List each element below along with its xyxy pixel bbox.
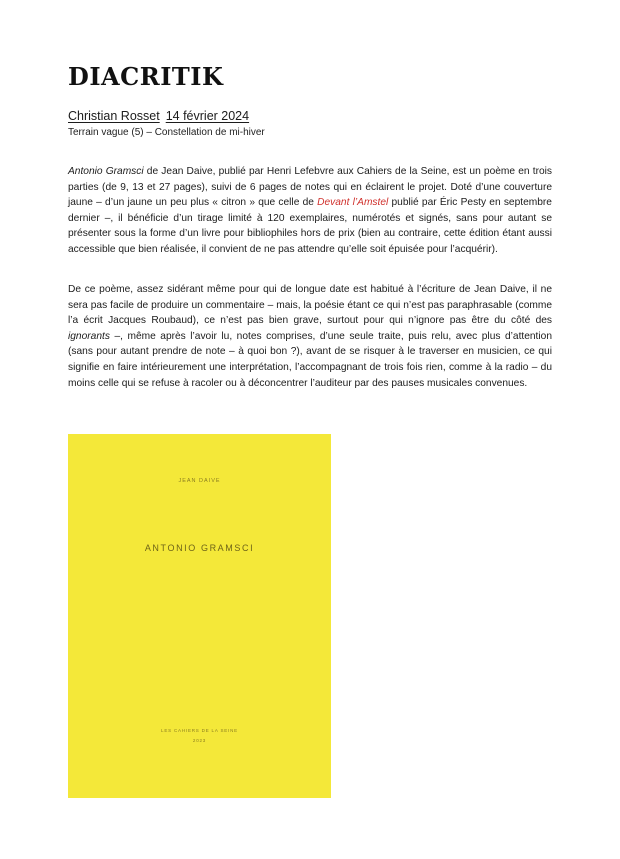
- cover-author: JEAN DAIVE: [178, 478, 221, 484]
- paragraph-2-text-a: De ce poème, assez sidérant même pour qui de longue date est habitué à l’écriture de Jean Daive, il ne sera pas facile de produire un commentaire – mais, la poésie étant ce qui n’est pas paraphrasable (comme l’a écrit Jacques Roubaud), ce n’est pas bien grave, surtout pour qui n’ignore pas être du côté des: [68, 284, 552, 327]
- paragraph-1-text-b: publié par Éric Pesty en septembre dernier –, il bénéficie d’un tirage limité à 120 exemplaires, numérotés et signés, sans pour autant se présenter sous la forme d’un livre pour bibliophiles hors de prix (bien au contraire, cette édition étant aussi accessible que bien réalisée, il convient de ne pas attendre qu’elle soit épuisée pour l’acquérir).: [68, 197, 552, 255]
- cover-publisher: LES CAHIERS DE LA SEINE: [161, 728, 238, 733]
- devant-amstel-link[interactable]: Devant l’Amstel: [317, 197, 389, 209]
- site-masthead[interactable]: DIACRITIK: [68, 62, 224, 91]
- paragraph-2-text-b: –, même après l’avoir lu, notes comprises, d’une seule traite, puis relu, avec plus d’attention (sans pour autant prendre de note – à quoi bon ?), avant de se risquer à le traverser en musicien, ce qui signifie en faire intérieurement une interprétation, l’accompagnant de trois fois rien, comme à la radio – du moins celle qui se refuse à racoler ou à déconcentrer l’auditeur par des pauses musicales convenues.: [68, 330, 552, 389]
- author-link[interactable]: Christian Rosset: [68, 109, 160, 123]
- book-title: Antonio Gramsci: [68, 166, 144, 177]
- ignorants-emphasis: ignorants: [68, 330, 110, 342]
- byline: [68, 109, 249, 123]
- cover-title: ANTONIO GRAMSCI: [144, 543, 255, 553]
- cover-year: 2023: [192, 738, 207, 743]
- article-paragraph-2: [68, 282, 552, 391]
- paragraph-1-text-a: de Jean Daive, publié par Henri Lefebvre aux Cahiers de la Seine, est un poème en trois parties (de 9, 13 et 27 pages), suivi de 6 pages de notes qui en éclairent le projet. Doté d’une couverture jaune – d’un jaune un peu plus « citron » que celle de: [68, 166, 552, 209]
- article-paragraph-1: [68, 164, 552, 258]
- article-subtitle: Terrain vague (5) – Constellation de mi-hiver: [68, 127, 265, 138]
- book-cover-image: [68, 434, 331, 798]
- date-link[interactable]: 14 février 2024: [165, 109, 250, 123]
